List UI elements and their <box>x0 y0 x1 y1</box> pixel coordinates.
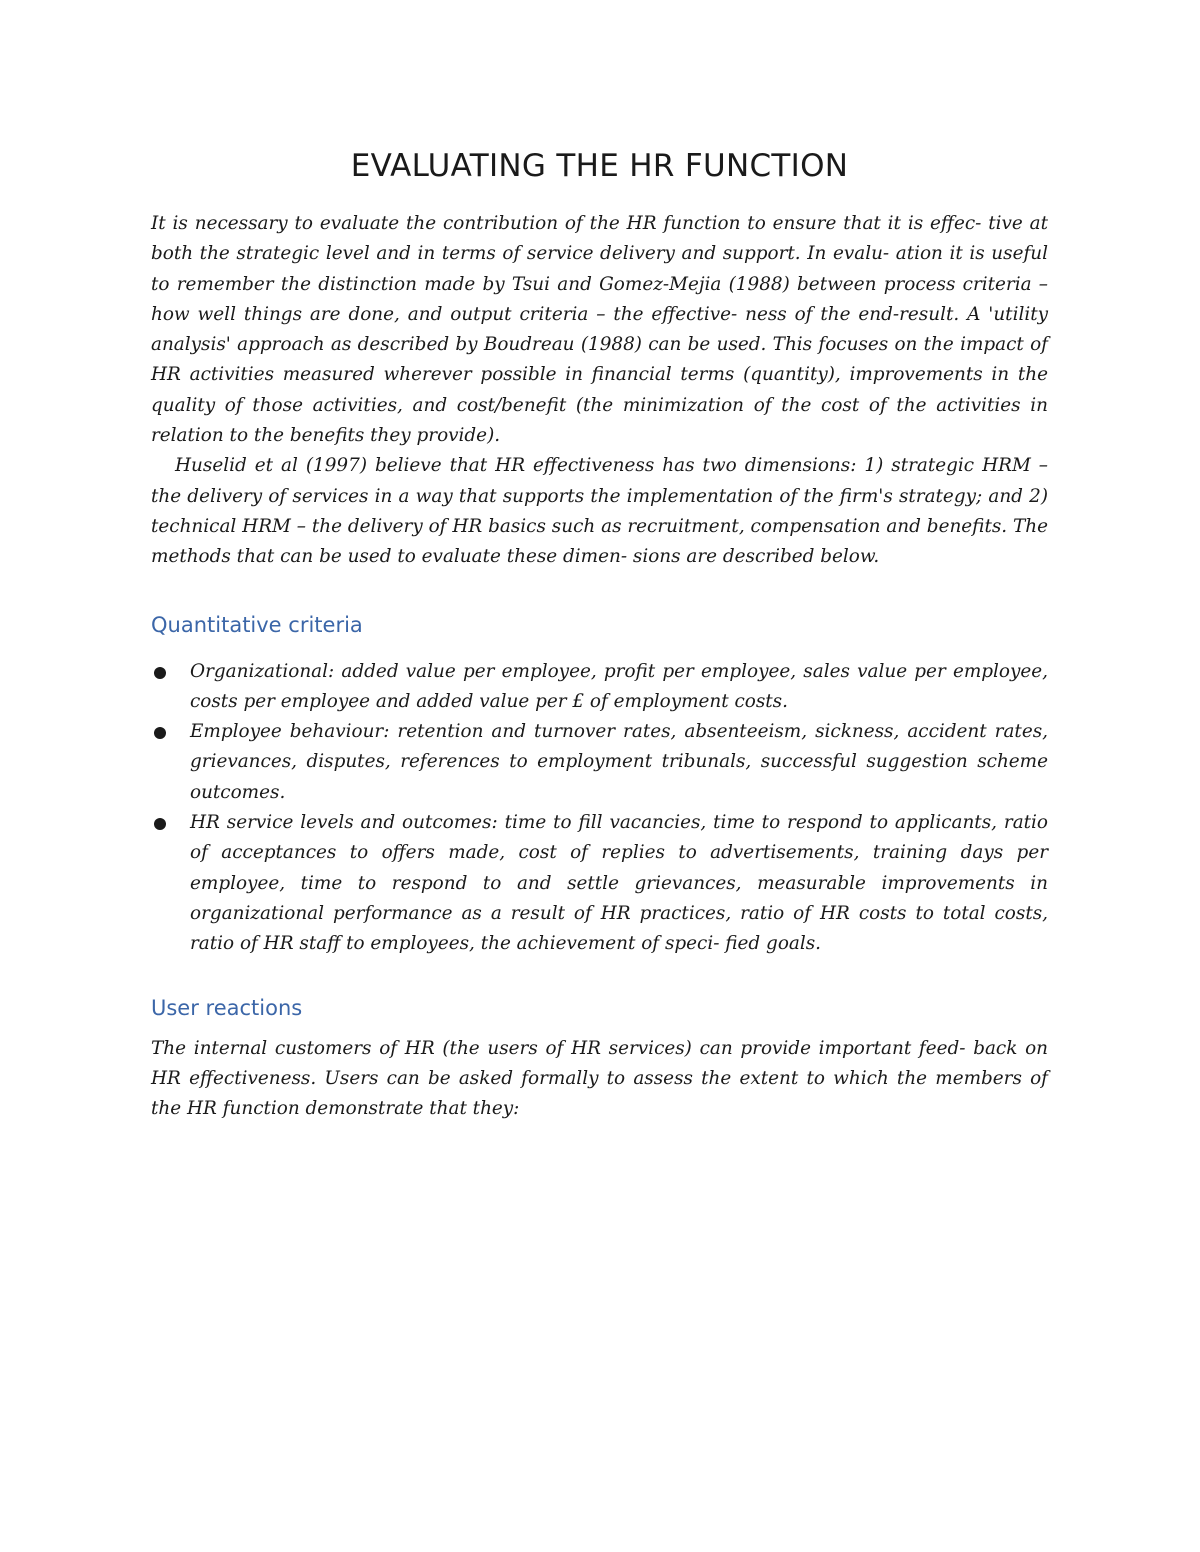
huselid-paragraph: Huselid et al (1997) believe that HR effectiveness has two dimensions: 1) strategic HRM – the delivery of services in a way that supports the implementation of the firm's strategy; and 2) technical HRM – the delivery of HR basics such as recruitment, compensation and benefits. The methods that can be used to evaluate these dimen- sions are described below. <box>151 455 1048 568</box>
quantitative-criteria-list <box>151 657 1048 960</box>
intro-paragraph: It is necessary to evaluate the contribution of the HR function to ensure that it is effec- tive at both the strategic level and in terms of service delivery and support. In evalu- ation it is useful to remember the distinction made by Tsui and Gomez-Mejia (1988) between process criteria – how well things are done, and output criteria – the effective- ness of the end-result. A 'utility analysis' approach as described by Boudreau (1988) can be used. This focuses on the impact of HR activities measured wherever possible in financial terms (quantity), improvements in the quality of those activities, and cost/benefit (the minimization of the cost of the activities in relation to the benefits they provide). <box>151 213 1048 447</box>
user-reactions-paragraph: The internal customers of HR (the users of HR services) can provide important feed- back on HR effectiveness. Users can be asked formally to assess the extent to which the members of the HR function demonstrate that they: <box>151 1037 1048 1120</box>
user-reactions-heading: User reactions <box>151 995 303 1020</box>
bullet-icon <box>154 667 166 679</box>
list-item <box>151 657 1048 718</box>
list-item <box>151 717 1048 808</box>
list-item-text: HR service levels and outcomes: time to fill vacancies, time to respond to applicants, ratio of acceptances to offers made, cost of replies to advertisements, training days per employee, time to respond to and settle grievances, measurable improvements in organizational performance as a result of HR practices, ratio of HR costs to total costs, ratio of HR staff to employees, the achievement of speci- fied goals. <box>190 812 1048 955</box>
list-item-text: Organizational: added value per employee, profit per employee, sales value per employee, costs per employee and added value per £ of employment costs. <box>190 660 1048 712</box>
bullet-icon <box>154 818 166 830</box>
page-title: EVALUATING THE HR FUNCTION <box>350 148 849 184</box>
list-item <box>151 808 1048 959</box>
list-item-text: Employee behaviour: retention and turnover rates, absenteeism, sickness, accident rates, grievances, disputes, references to employment tribunals, successful suggestion scheme outcomes. <box>190 721 1048 803</box>
quantitative-criteria-heading: Quantitative criteria <box>151 612 363 637</box>
bullet-icon <box>154 727 166 739</box>
page-content <box>151 148 1048 1124</box>
